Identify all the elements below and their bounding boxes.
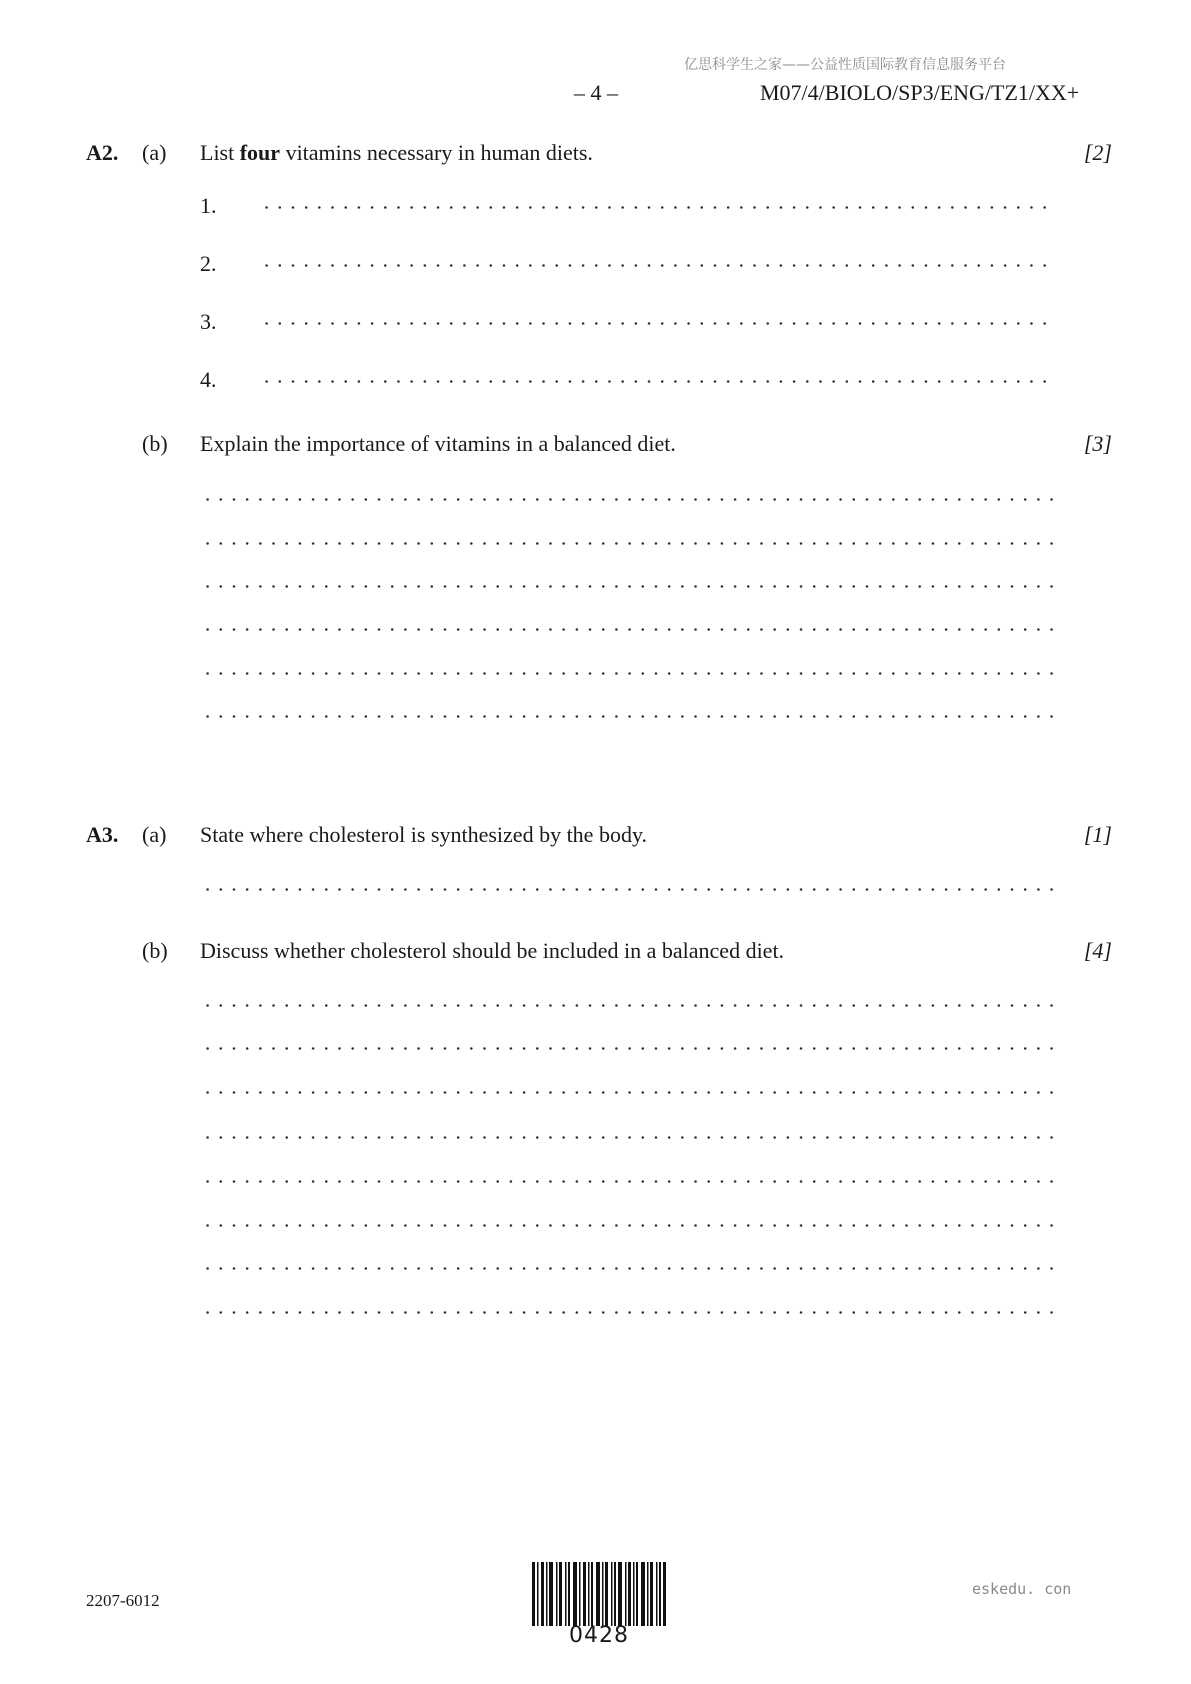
emphasis-four: four [239,140,281,165]
part-label-a3a: (a) [142,822,167,847]
answer-line[interactable] [201,542,1056,545]
question-number-a2: A2. [86,140,119,165]
marks-a2b: [3] [1083,431,1112,456]
question-text-a3b: Discuss whether cholesterol should be included in a balanced diet. [200,938,785,963]
answer-line[interactable] [201,1311,1056,1314]
barcode-icon [532,1562,666,1626]
list-number-1: 1. [200,193,217,218]
answer-line[interactable] [201,672,1056,675]
site-text: eskedu. con [972,1580,1072,1598]
paper-code: M07/4/BIOLO/SP3/ENG/TZ1/XX+ [760,80,1080,105]
answer-line[interactable] [201,1091,1056,1094]
answer-line[interactable] [201,715,1056,718]
question-text-a2b: Explain the importance of vitamins in a balanced diet. [200,431,676,456]
part-label-a2b: (b) [142,431,168,456]
answer-line[interactable] [201,1180,1056,1183]
answer-line[interactable] [260,264,1056,267]
watermark-text: 亿思科学生之家——公益性质国际教育信息服务平台 [684,57,1006,73]
answer-line[interactable] [201,628,1056,631]
answer-line[interactable] [201,585,1056,588]
barcode-number: 0428 [569,1623,629,1648]
part-label-a2a: (a) [142,140,167,165]
list-number-3: 3. [200,309,217,334]
answer-line[interactable] [201,1136,1056,1139]
answer-line[interactable] [201,1224,1056,1227]
answer-line[interactable] [201,1004,1056,1007]
answer-line[interactable] [201,498,1056,501]
marks-a3b: [4] [1083,938,1112,963]
exam-code: 2207-6012 [86,1591,160,1610]
list-number-2: 2. [200,251,217,276]
answer-line[interactable] [260,380,1056,383]
marks-a3a: [1] [1083,822,1112,847]
part-label-a3b: (b) [142,938,168,963]
page-number: – 4 – [574,80,618,105]
question-text-a3a: State where cholesterol is synthesized by the body. [200,822,648,847]
question-number-a3: A3. [86,822,119,847]
answer-line[interactable] [260,322,1056,325]
question-text-a2a: List four vitamins necessary in human diets. [200,140,593,165]
answer-line[interactable] [201,888,1056,891]
answer-line[interactable] [260,206,1056,209]
answer-line[interactable] [201,1267,1056,1270]
answer-line[interactable] [201,1047,1056,1050]
marks-a2a: [2] [1083,140,1112,165]
list-number-4: 4. [200,367,217,392]
